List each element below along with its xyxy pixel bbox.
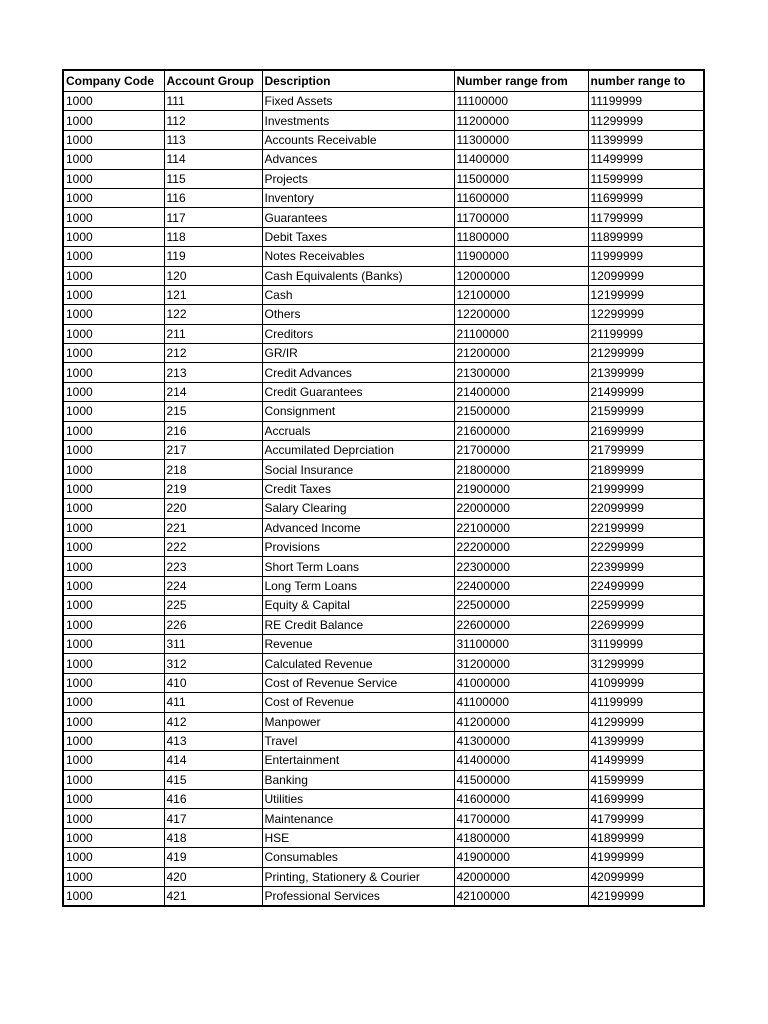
cell-company-code: 1000 bbox=[63, 751, 164, 770]
cell-account-group: 311 bbox=[164, 634, 262, 653]
cell-number-range-from: 41900000 bbox=[454, 848, 588, 867]
cell-description: GR/IR bbox=[262, 344, 454, 363]
header-company-code: Company Code bbox=[63, 70, 164, 92]
cell-company-code: 1000 bbox=[63, 499, 164, 518]
cell-company-code: 1000 bbox=[63, 518, 164, 537]
cell-number-range-from: 11900000 bbox=[454, 247, 588, 266]
cell-number-range-from: 22300000 bbox=[454, 557, 588, 576]
cell-account-group: 122 bbox=[164, 305, 262, 324]
cell-number-range-to: 21799999 bbox=[588, 441, 704, 460]
cell-number-range-from: 11700000 bbox=[454, 208, 588, 227]
table-row bbox=[63, 402, 704, 421]
cell-description: Banking bbox=[262, 770, 454, 789]
cell-description: Notes Receivables bbox=[262, 247, 454, 266]
cell-number-range-to: 11799999 bbox=[588, 208, 704, 227]
cell-description: RE Credit Balance bbox=[262, 615, 454, 634]
cell-number-range-to: 11899999 bbox=[588, 227, 704, 246]
cell-account-group: 418 bbox=[164, 828, 262, 847]
table-row bbox=[63, 111, 704, 130]
cell-account-group: 414 bbox=[164, 751, 262, 770]
cell-number-range-from: 31200000 bbox=[454, 654, 588, 673]
cell-number-range-to: 21899999 bbox=[588, 460, 704, 479]
cell-account-group: 410 bbox=[164, 673, 262, 692]
cell-number-range-to: 11399999 bbox=[588, 130, 704, 149]
cell-number-range-from: 21600000 bbox=[454, 421, 588, 440]
cell-number-range-to: 41799999 bbox=[588, 809, 704, 828]
cell-account-group: 114 bbox=[164, 150, 262, 169]
cell-description: Consignment bbox=[262, 402, 454, 421]
table-row bbox=[63, 460, 704, 479]
cell-company-code: 1000 bbox=[63, 731, 164, 750]
table-row bbox=[63, 867, 704, 886]
table-row bbox=[63, 344, 704, 363]
cell-number-range-to: 22499999 bbox=[588, 576, 704, 595]
cell-number-range-to: 31199999 bbox=[588, 634, 704, 653]
cell-description: Others bbox=[262, 305, 454, 324]
cell-number-range-from: 21300000 bbox=[454, 363, 588, 382]
cell-company-code: 1000 bbox=[63, 848, 164, 867]
table-row bbox=[63, 557, 704, 576]
table-row bbox=[63, 887, 704, 907]
table-row bbox=[63, 130, 704, 149]
cell-number-range-from: 22600000 bbox=[454, 615, 588, 634]
cell-number-range-from: 12100000 bbox=[454, 285, 588, 304]
cell-company-code: 1000 bbox=[63, 169, 164, 188]
cell-company-code: 1000 bbox=[63, 402, 164, 421]
table-row bbox=[63, 848, 704, 867]
table-row bbox=[63, 673, 704, 692]
account-number-range-sheet bbox=[62, 69, 703, 907]
cell-account-group: 312 bbox=[164, 654, 262, 673]
cell-account-group: 115 bbox=[164, 169, 262, 188]
cell-company-code: 1000 bbox=[63, 382, 164, 401]
table-body bbox=[63, 92, 704, 907]
cell-company-code: 1000 bbox=[63, 285, 164, 304]
cell-description: Cash Equivalents (Banks) bbox=[262, 266, 454, 285]
cell-number-range-to: 21999999 bbox=[588, 479, 704, 498]
cell-account-group: 225 bbox=[164, 596, 262, 615]
cell-number-range-from: 22200000 bbox=[454, 537, 588, 556]
cell-company-code: 1000 bbox=[63, 673, 164, 692]
table-row bbox=[63, 441, 704, 460]
cell-account-group: 120 bbox=[164, 266, 262, 285]
cell-number-range-from: 41400000 bbox=[454, 751, 588, 770]
table-row bbox=[63, 266, 704, 285]
cell-number-range-from: 31100000 bbox=[454, 634, 588, 653]
header-number-range-to: number range to bbox=[588, 70, 704, 92]
cell-account-group: 419 bbox=[164, 848, 262, 867]
cell-account-group: 211 bbox=[164, 324, 262, 343]
cell-description: Salary Clearing bbox=[262, 499, 454, 518]
cell-company-code: 1000 bbox=[63, 460, 164, 479]
cell-number-range-from: 11500000 bbox=[454, 169, 588, 188]
table-row bbox=[63, 537, 704, 556]
cell-company-code: 1000 bbox=[63, 693, 164, 712]
table-row bbox=[63, 92, 704, 111]
table-row bbox=[63, 693, 704, 712]
cell-description: Credit Advances bbox=[262, 363, 454, 382]
cell-company-code: 1000 bbox=[63, 576, 164, 595]
cell-description: Consumables bbox=[262, 848, 454, 867]
cell-number-range-from: 21100000 bbox=[454, 324, 588, 343]
cell-number-range-to: 42099999 bbox=[588, 867, 704, 886]
cell-number-range-from: 21200000 bbox=[454, 344, 588, 363]
cell-description: Projects bbox=[262, 169, 454, 188]
cell-account-group: 412 bbox=[164, 712, 262, 731]
cell-company-code: 1000 bbox=[63, 227, 164, 246]
cell-company-code: 1000 bbox=[63, 266, 164, 285]
cell-number-range-from: 21800000 bbox=[454, 460, 588, 479]
cell-description: Debit Taxes bbox=[262, 227, 454, 246]
cell-number-range-to: 22099999 bbox=[588, 499, 704, 518]
cell-account-group: 113 bbox=[164, 130, 262, 149]
cell-account-group: 118 bbox=[164, 227, 262, 246]
cell-number-range-to: 41899999 bbox=[588, 828, 704, 847]
cell-number-range-to: 22299999 bbox=[588, 537, 704, 556]
cell-number-range-to: 11699999 bbox=[588, 188, 704, 207]
cell-description: Advances bbox=[262, 150, 454, 169]
cell-description: Credit Taxes bbox=[262, 479, 454, 498]
table-row bbox=[63, 751, 704, 770]
cell-company-code: 1000 bbox=[63, 634, 164, 653]
cell-number-range-to: 41099999 bbox=[588, 673, 704, 692]
cell-number-range-from: 41000000 bbox=[454, 673, 588, 692]
cell-description: Fixed Assets bbox=[262, 92, 454, 111]
cell-company-code: 1000 bbox=[63, 441, 164, 460]
cell-number-range-to: 12299999 bbox=[588, 305, 704, 324]
cell-company-code: 1000 bbox=[63, 809, 164, 828]
cell-number-range-to: 11299999 bbox=[588, 111, 704, 130]
cell-number-range-from: 22400000 bbox=[454, 576, 588, 595]
cell-number-range-to: 11499999 bbox=[588, 150, 704, 169]
cell-account-group: 420 bbox=[164, 867, 262, 886]
cell-number-range-to: 22699999 bbox=[588, 615, 704, 634]
cell-description: Utilities bbox=[262, 790, 454, 809]
cell-number-range-from: 21700000 bbox=[454, 441, 588, 460]
cell-account-group: 223 bbox=[164, 557, 262, 576]
cell-description: Provisions bbox=[262, 537, 454, 556]
cell-description: Creditors bbox=[262, 324, 454, 343]
table-row bbox=[63, 305, 704, 324]
cell-company-code: 1000 bbox=[63, 344, 164, 363]
cell-number-range-from: 21900000 bbox=[454, 479, 588, 498]
cell-number-range-to: 12199999 bbox=[588, 285, 704, 304]
cell-number-range-from: 42100000 bbox=[454, 887, 588, 907]
table-row bbox=[63, 654, 704, 673]
header-account-group: Account Group bbox=[164, 70, 262, 92]
cell-number-range-to: 41299999 bbox=[588, 712, 704, 731]
cell-number-range-to: 21599999 bbox=[588, 402, 704, 421]
cell-account-group: 111 bbox=[164, 92, 262, 111]
cell-number-range-to: 21699999 bbox=[588, 421, 704, 440]
cell-company-code: 1000 bbox=[63, 208, 164, 227]
cell-account-group: 214 bbox=[164, 382, 262, 401]
table-row bbox=[63, 712, 704, 731]
cell-number-range-to: 41499999 bbox=[588, 751, 704, 770]
table-row bbox=[63, 169, 704, 188]
cell-company-code: 1000 bbox=[63, 111, 164, 130]
cell-account-group: 116 bbox=[164, 188, 262, 207]
cell-description: Inventory bbox=[262, 188, 454, 207]
cell-account-group: 213 bbox=[164, 363, 262, 382]
header-number-range-from: Number range from bbox=[454, 70, 588, 92]
table-row bbox=[63, 324, 704, 343]
cell-number-range-from: 12200000 bbox=[454, 305, 588, 324]
cell-number-range-to: 41199999 bbox=[588, 693, 704, 712]
cell-number-range-to: 42199999 bbox=[588, 887, 704, 907]
cell-number-range-to: 41399999 bbox=[588, 731, 704, 750]
cell-account-group: 219 bbox=[164, 479, 262, 498]
table-row bbox=[63, 363, 704, 382]
cell-account-group: 222 bbox=[164, 537, 262, 556]
cell-company-code: 1000 bbox=[63, 421, 164, 440]
table-row bbox=[63, 518, 704, 537]
cell-description: Printing, Stationery & Courier bbox=[262, 867, 454, 886]
cell-number-range-to: 41999999 bbox=[588, 848, 704, 867]
cell-company-code: 1000 bbox=[63, 130, 164, 149]
cell-company-code: 1000 bbox=[63, 305, 164, 324]
cell-number-range-to: 11599999 bbox=[588, 169, 704, 188]
account-group-table bbox=[62, 69, 705, 907]
cell-account-group: 417 bbox=[164, 809, 262, 828]
cell-number-range-to: 22599999 bbox=[588, 596, 704, 615]
cell-company-code: 1000 bbox=[63, 770, 164, 789]
table-row bbox=[63, 150, 704, 169]
cell-company-code: 1000 bbox=[63, 887, 164, 907]
cell-number-range-to: 12099999 bbox=[588, 266, 704, 285]
cell-number-range-from: 42000000 bbox=[454, 867, 588, 886]
cell-description: Advanced Income bbox=[262, 518, 454, 537]
cell-company-code: 1000 bbox=[63, 150, 164, 169]
table-row bbox=[63, 615, 704, 634]
cell-account-group: 221 bbox=[164, 518, 262, 537]
cell-account-group: 224 bbox=[164, 576, 262, 595]
cell-description: Accruals bbox=[262, 421, 454, 440]
cell-number-range-to: 31299999 bbox=[588, 654, 704, 673]
cell-number-range-to: 21399999 bbox=[588, 363, 704, 382]
table-row bbox=[63, 247, 704, 266]
table-row bbox=[63, 421, 704, 440]
cell-account-group: 216 bbox=[164, 421, 262, 440]
cell-company-code: 1000 bbox=[63, 537, 164, 556]
cell-company-code: 1000 bbox=[63, 479, 164, 498]
cell-description: Short Term Loans bbox=[262, 557, 454, 576]
cell-description: Calculated Revenue bbox=[262, 654, 454, 673]
cell-company-code: 1000 bbox=[63, 867, 164, 886]
cell-number-range-from: 21500000 bbox=[454, 402, 588, 421]
cell-number-range-from: 22500000 bbox=[454, 596, 588, 615]
cell-description: Credit Guarantees bbox=[262, 382, 454, 401]
cell-number-range-from: 11300000 bbox=[454, 130, 588, 149]
cell-company-code: 1000 bbox=[63, 247, 164, 266]
cell-account-group: 119 bbox=[164, 247, 262, 266]
cell-account-group: 217 bbox=[164, 441, 262, 460]
cell-number-range-to: 22199999 bbox=[588, 518, 704, 537]
cell-description: Accounts Receivable bbox=[262, 130, 454, 149]
cell-company-code: 1000 bbox=[63, 557, 164, 576]
cell-company-code: 1000 bbox=[63, 790, 164, 809]
cell-number-range-from: 12000000 bbox=[454, 266, 588, 285]
cell-number-range-to: 11999999 bbox=[588, 247, 704, 266]
header-row bbox=[63, 70, 704, 92]
table-row bbox=[63, 731, 704, 750]
cell-number-range-from: 11100000 bbox=[454, 92, 588, 111]
cell-number-range-to: 11199999 bbox=[588, 92, 704, 111]
cell-account-group: 215 bbox=[164, 402, 262, 421]
table-row bbox=[63, 188, 704, 207]
cell-description: Manpower bbox=[262, 712, 454, 731]
cell-account-group: 117 bbox=[164, 208, 262, 227]
table-row bbox=[63, 227, 704, 246]
cell-number-range-to: 21499999 bbox=[588, 382, 704, 401]
table-row bbox=[63, 809, 704, 828]
cell-description: Travel bbox=[262, 731, 454, 750]
cell-description: Long Term Loans bbox=[262, 576, 454, 595]
cell-company-code: 1000 bbox=[63, 654, 164, 673]
cell-number-range-from: 11600000 bbox=[454, 188, 588, 207]
cell-account-group: 112 bbox=[164, 111, 262, 130]
cell-number-range-from: 41500000 bbox=[454, 770, 588, 789]
cell-account-group: 121 bbox=[164, 285, 262, 304]
cell-account-group: 218 bbox=[164, 460, 262, 479]
cell-number-range-from: 21400000 bbox=[454, 382, 588, 401]
cell-description: HSE bbox=[262, 828, 454, 847]
cell-description: Accumilated Deprciation bbox=[262, 441, 454, 460]
cell-number-range-to: 22399999 bbox=[588, 557, 704, 576]
cell-description: Entertainment bbox=[262, 751, 454, 770]
cell-description: Cost of Revenue Service bbox=[262, 673, 454, 692]
cell-account-group: 413 bbox=[164, 731, 262, 750]
cell-number-range-to: 41599999 bbox=[588, 770, 704, 789]
table-row bbox=[63, 770, 704, 789]
cell-number-range-from: 41100000 bbox=[454, 693, 588, 712]
table-row bbox=[63, 596, 704, 615]
table-row bbox=[63, 499, 704, 518]
cell-account-group: 226 bbox=[164, 615, 262, 634]
cell-number-range-from: 41800000 bbox=[454, 828, 588, 847]
cell-description: Cash bbox=[262, 285, 454, 304]
table-row bbox=[63, 382, 704, 401]
cell-company-code: 1000 bbox=[63, 828, 164, 847]
cell-description: Revenue bbox=[262, 634, 454, 653]
cell-number-range-to: 21299999 bbox=[588, 344, 704, 363]
table-row bbox=[63, 208, 704, 227]
header-description: Description bbox=[262, 70, 454, 92]
table-row bbox=[63, 285, 704, 304]
cell-number-range-from: 11400000 bbox=[454, 150, 588, 169]
cell-description: Guarantees bbox=[262, 208, 454, 227]
cell-number-range-from: 11800000 bbox=[454, 227, 588, 246]
cell-description: Cost of Revenue bbox=[262, 693, 454, 712]
cell-account-group: 411 bbox=[164, 693, 262, 712]
cell-number-range-to: 41699999 bbox=[588, 790, 704, 809]
cell-company-code: 1000 bbox=[63, 188, 164, 207]
cell-company-code: 1000 bbox=[63, 324, 164, 343]
cell-number-range-from: 41200000 bbox=[454, 712, 588, 731]
cell-company-code: 1000 bbox=[63, 712, 164, 731]
cell-number-range-from: 22000000 bbox=[454, 499, 588, 518]
cell-number-range-from: 11200000 bbox=[454, 111, 588, 130]
cell-account-group: 416 bbox=[164, 790, 262, 809]
table-row bbox=[63, 479, 704, 498]
cell-account-group: 415 bbox=[164, 770, 262, 789]
table-row bbox=[63, 634, 704, 653]
cell-account-group: 220 bbox=[164, 499, 262, 518]
cell-account-group: 421 bbox=[164, 887, 262, 907]
cell-description: Social Insurance bbox=[262, 460, 454, 479]
cell-number-range-from: 41300000 bbox=[454, 731, 588, 750]
cell-number-range-from: 41700000 bbox=[454, 809, 588, 828]
cell-description: Maintenance bbox=[262, 809, 454, 828]
cell-number-range-from: 22100000 bbox=[454, 518, 588, 537]
cell-number-range-from: 41600000 bbox=[454, 790, 588, 809]
cell-company-code: 1000 bbox=[63, 596, 164, 615]
cell-company-code: 1000 bbox=[63, 615, 164, 634]
cell-description: Professional Services bbox=[262, 887, 454, 907]
cell-description: Investments bbox=[262, 111, 454, 130]
table-header bbox=[63, 70, 704, 92]
cell-company-code: 1000 bbox=[63, 92, 164, 111]
cell-description: Equity & Capital bbox=[262, 596, 454, 615]
cell-number-range-to: 21199999 bbox=[588, 324, 704, 343]
cell-account-group: 212 bbox=[164, 344, 262, 363]
table-row bbox=[63, 576, 704, 595]
cell-company-code: 1000 bbox=[63, 363, 164, 382]
table-row bbox=[63, 828, 704, 847]
table-row bbox=[63, 790, 704, 809]
